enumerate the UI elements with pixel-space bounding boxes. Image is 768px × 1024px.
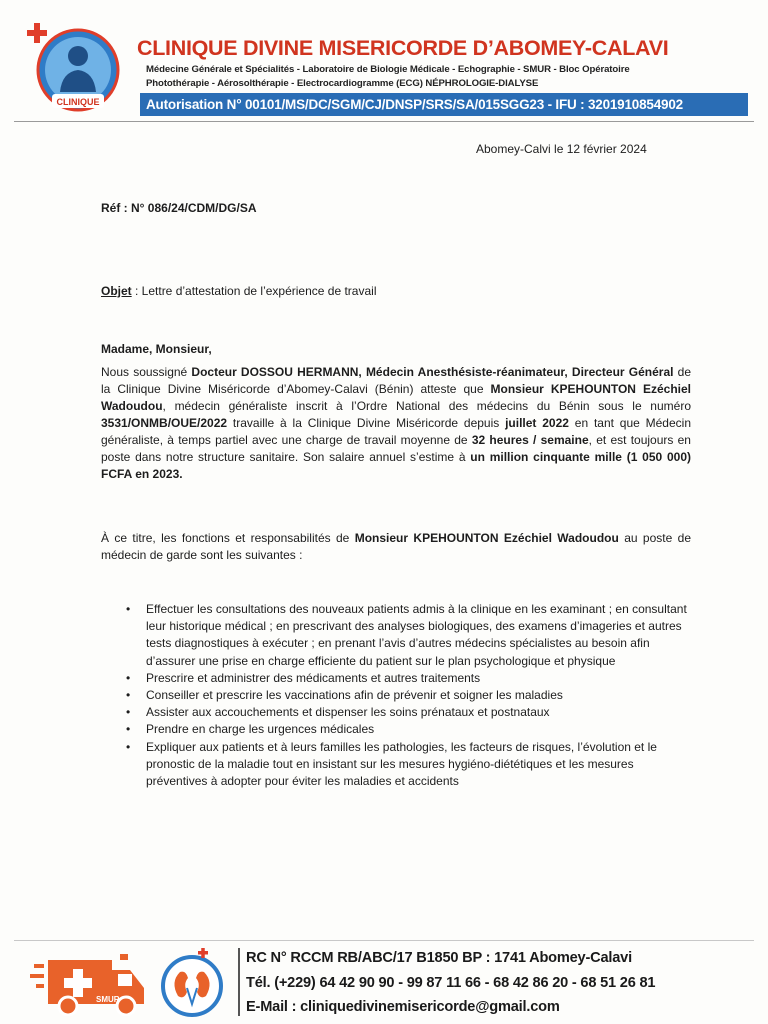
bold-text-run: 3531/ONMB/OUE/2022	[101, 416, 228, 430]
list-item-text: Assister aux accouchements et dispenser les soins prénataux et postnataux	[146, 705, 550, 720]
duties-intro-paragraph	[101, 530, 691, 564]
footer-vertical-divider	[238, 948, 240, 1016]
list-item-text: Prendre en charge les urgences médicales	[146, 722, 375, 737]
list-item	[126, 704, 691, 721]
services-line-2: Photothérapie - Aérosolthérapie - Electrocardiogramme (ECG) NÉPHROLOGIE-DIALYSE	[146, 78, 539, 89]
text-run: , et est toujours en poste dans notre structure sanitaire. Son salaire annuel s’estime à	[101, 433, 691, 464]
bullet-icon: •	[126, 705, 131, 720]
footer-divider-line	[14, 940, 754, 941]
duties-list	[126, 601, 691, 790]
salutation: Madame, Monsieur,	[101, 342, 212, 356]
list-item-text: Expliquer aux patients et à leurs familles les pathologies, les facteurs de risques, l’évolution et le pronostic de la maladie tout en insistant sur les mesures hygiéno-diététiques et les mesures préventives à adopter pour éviter les maladies et accidents	[146, 739, 657, 789]
list-item	[126, 721, 691, 738]
smur-label: SMUR	[96, 995, 120, 1004]
paragraph-body	[101, 364, 691, 483]
bullet-icon: •	[126, 739, 131, 754]
authorization-bar: Autorisation N° 00101/MS/DC/SGM/CJ/DNSP/SRS/SA/015SGG23 - IFU : 3201910854902	[140, 93, 748, 116]
bullet-icon: •	[126, 670, 131, 685]
bold-text-run: juillet 2022	[505, 416, 569, 430]
text-run: de la Clinique Divine Miséricorde d’Abomey-Calavi (Bénin) atteste que	[101, 365, 691, 396]
reference-number: Réf : N° 086/24/CDM/DG/SA	[101, 201, 257, 215]
header-divider	[14, 121, 754, 122]
subject-text: : Lettre d’attestation de l’expérience de travail	[131, 284, 377, 298]
list-item-text: Effectuer les consultations des nouveaux patients admis à la clinique en les examinant ; en consultant leur historique médical ; en prescrivant des analyses biologiques, des examens d’imageries et autres tests diagnostiques à exécuter ; en prenant l’avis d’autres médecins spécialistes au besoin afin d’assurer une prise en charge efficiente du patient sur le plan psychologique et physique	[146, 602, 687, 668]
text-run: au poste de médecin de garde sont les suivantes :	[101, 531, 691, 562]
text-run: Nous soussigné	[101, 365, 192, 379]
list-item-text: Conseiller et prescrire les vaccinations afin de prévenir et soigner les maladies	[146, 688, 563, 703]
text-run: en tant que Médecin généraliste, à temps partiel avec une charge de travail moyenne de	[101, 416, 691, 447]
bold-text-run: Monsieur KPEHOUNTON Ezéchiel Wadoudou	[101, 382, 691, 413]
footer-email: E-Mail : cliniquedivinemisericorde@gmail.com	[246, 999, 560, 1015]
list-item-text: Prescrire et administrer des médicaments et autres traitements	[146, 670, 481, 685]
list-item	[126, 670, 691, 687]
list-item	[126, 739, 691, 791]
bullet-icon: •	[126, 722, 131, 737]
footer-registration: RC N° RCCM RB/ABC/17 B1850 BP : 1741 Abomey-Calavi	[246, 950, 632, 966]
subject-label: Objet	[101, 284, 132, 298]
text-run: travaille à la Clinique Divine Miséricorde depuis	[227, 416, 506, 430]
bullet-icon: •	[126, 602, 131, 616]
list-item	[126, 687, 691, 704]
bold-text-run: un million cinquante mille (1 050 000) FCFA en 2023.	[101, 450, 691, 481]
footer-phone: Tél. (+229) 64 42 90 90 - 99 87 11 66 - 68 42 86 20 - 68 51 26 81	[246, 975, 656, 991]
attestation-paragraph	[101, 364, 691, 483]
bold-text-run: Docteur DOSSOU HERMANN, Médecin Anesthésiste-réanimateur, Directeur Général	[191, 365, 674, 379]
ambulance-icon	[30, 950, 154, 1016]
logo-text: CLINIQUE	[56, 97, 100, 107]
nephrology-kidney-icon	[156, 948, 228, 1018]
text-run: À ce titre, les fonctions et responsabilités de	[101, 531, 355, 545]
text-run: , médecin généraliste inscrit à l’Ordre National des médecins du Bénin sous le numéro	[162, 399, 691, 413]
bullet-icon: •	[126, 688, 131, 703]
services-line-1: Médecine Générale et Spécialités - Laboratoire de Biologie Médicale - Echographie - SMUR - Bloc Opératoire	[146, 64, 630, 75]
paragraph-body	[101, 530, 691, 564]
clinic-name: CLINIQUE DIVINE MISERICORDE D’ABOMEY-CALAVI	[137, 36, 669, 60]
letter-subject	[101, 283, 376, 300]
bold-text-run: 32 heures / semaine	[471, 433, 589, 447]
letter-date: Abomey-Calvi le 12 février 2024	[476, 142, 647, 156]
bold-text-run: Monsieur KPEHOUNTON Ezéchiel Wadoudou	[354, 531, 619, 545]
clinic-logo-icon	[22, 22, 128, 114]
list-item	[126, 601, 691, 670]
